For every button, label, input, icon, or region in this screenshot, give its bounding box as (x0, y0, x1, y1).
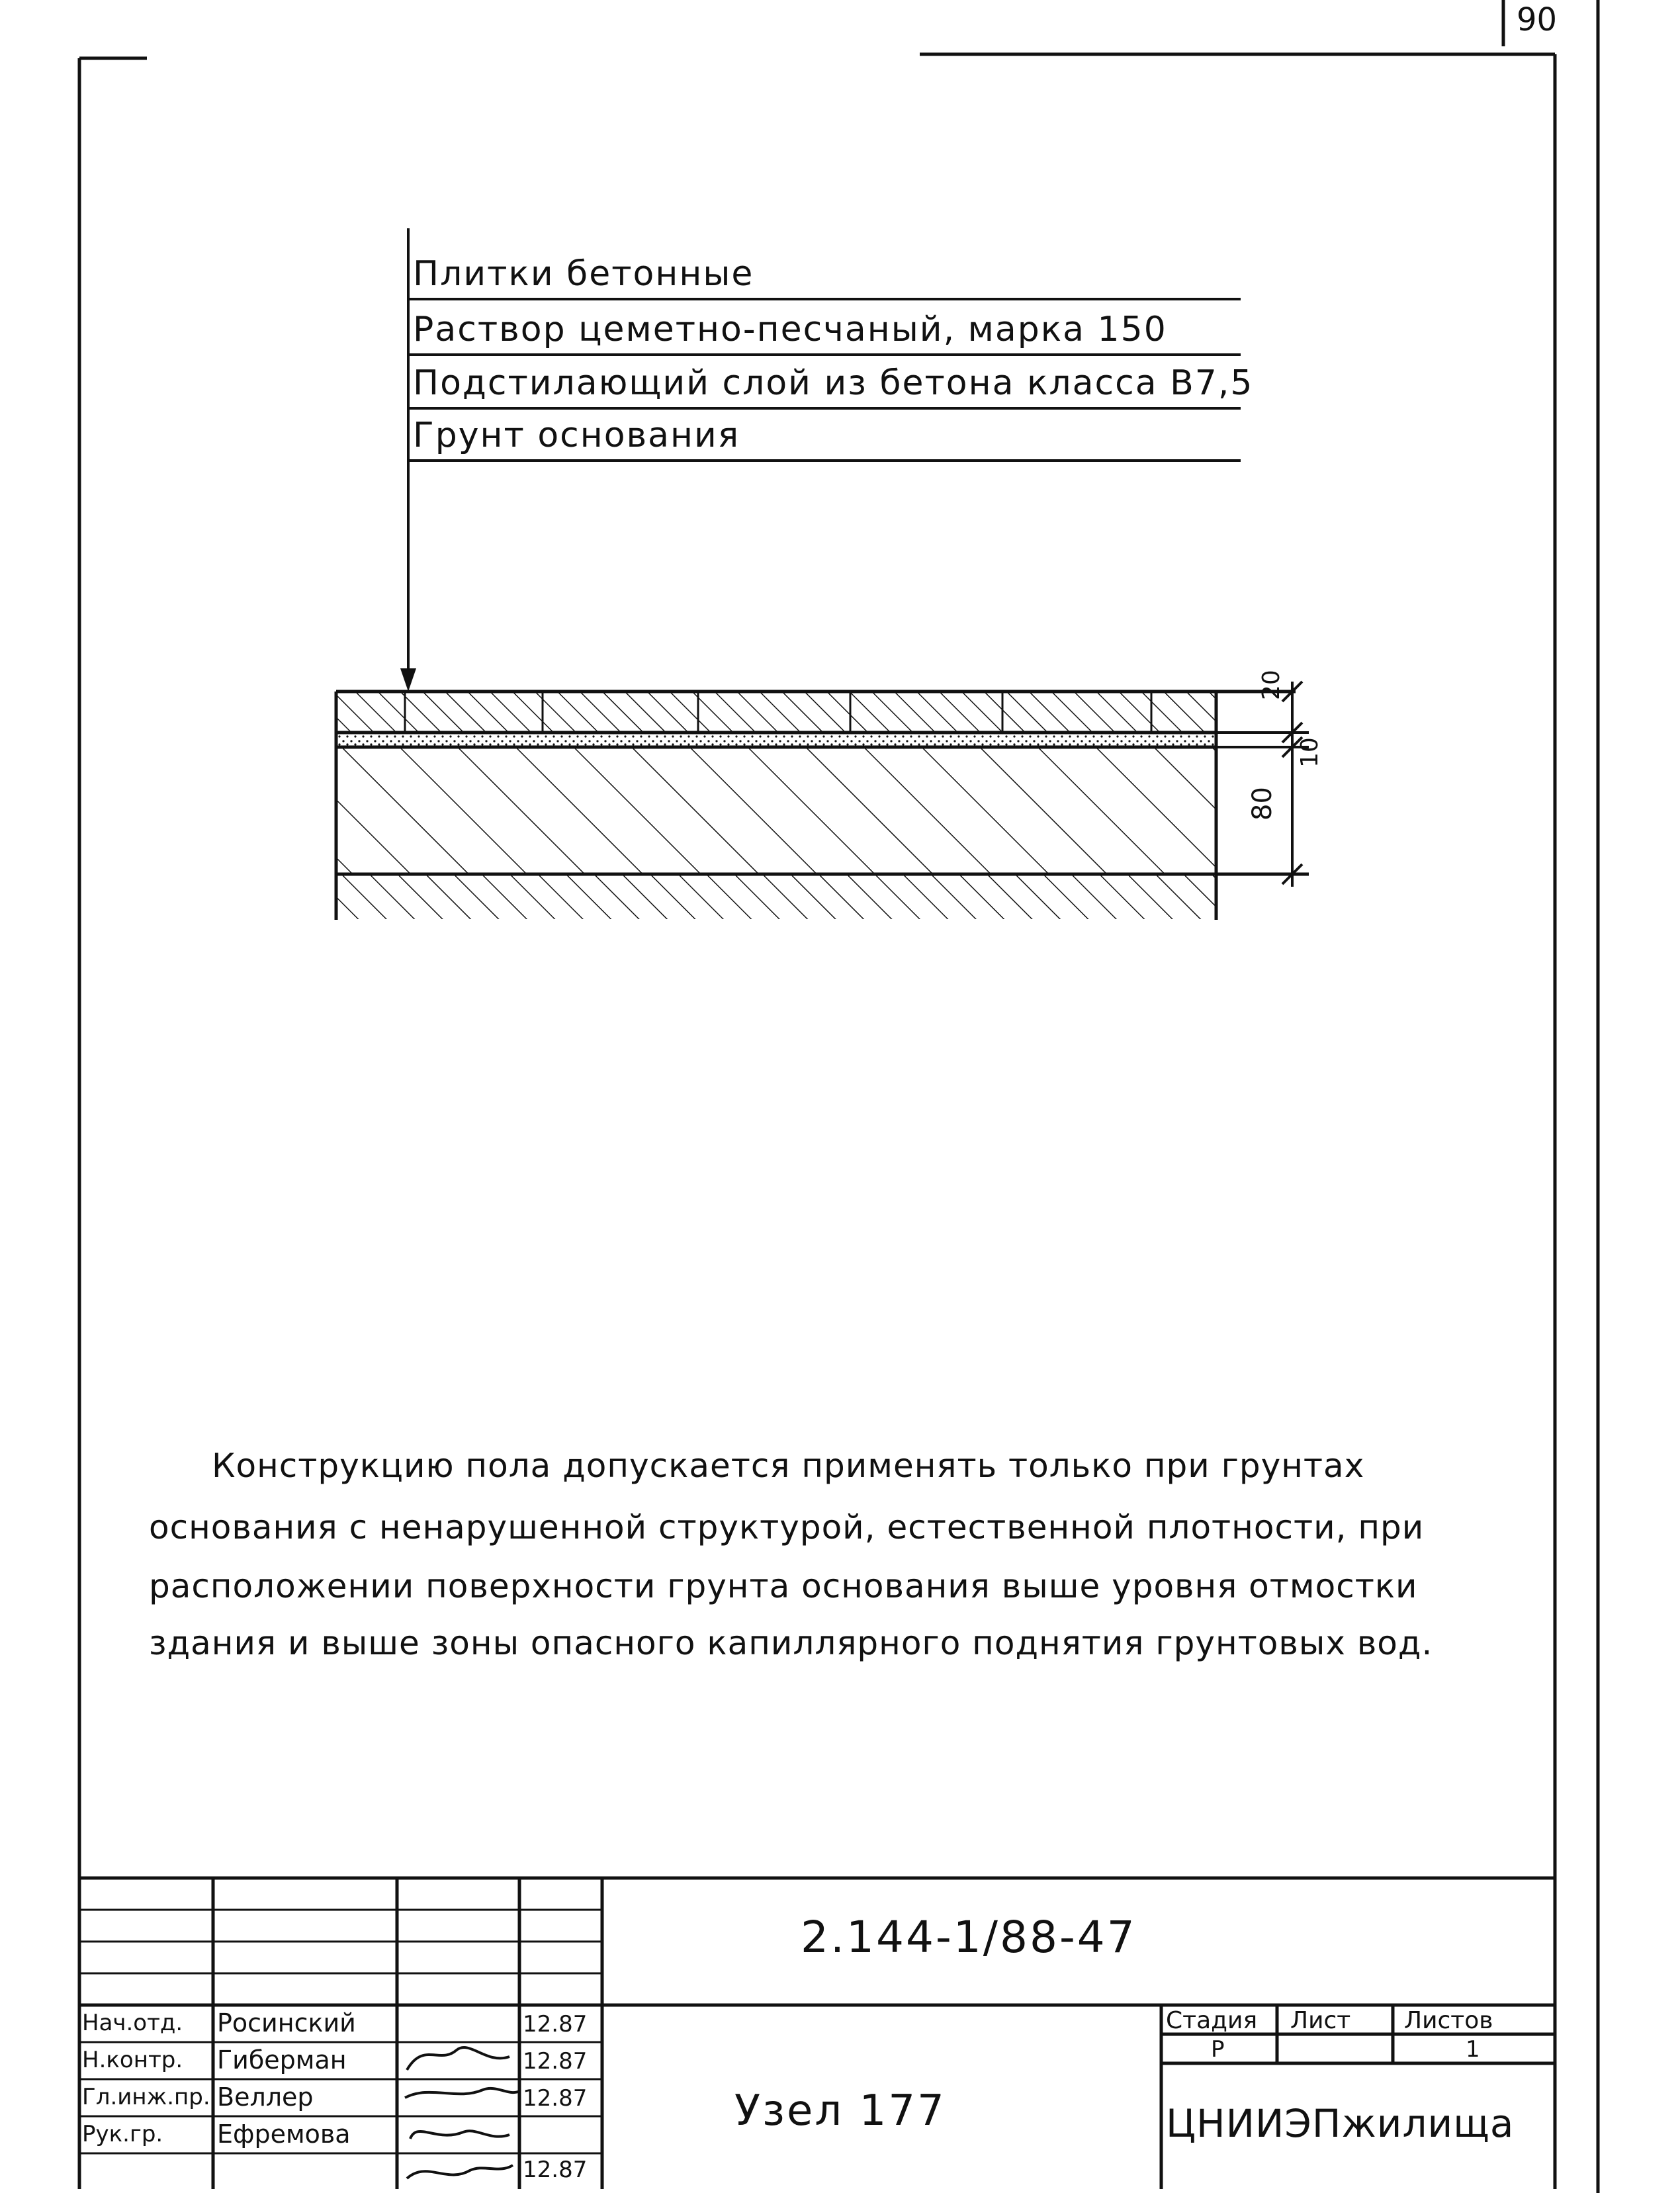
sheets-value: 1 (1466, 2036, 1480, 2063)
sig-role-2: Н.контр. (82, 2047, 183, 2073)
note-line-4: здания и выше зоны опасного капиллярного поднятия грунтовых вод. (149, 1624, 1433, 1662)
sheets-header: Листов (1404, 2007, 1493, 2034)
layer-label-soil: Грунт основания (413, 416, 740, 455)
sig-name-4: Ефремова (217, 2120, 351, 2149)
sig-date-4: 12.87 (523, 2157, 588, 2183)
sig-name-3: Веллер (217, 2082, 314, 2112)
stage-value: Р (1211, 2036, 1225, 2063)
node-title: Узел 177 (734, 2086, 946, 2135)
sig-role-4: Рук.гр. (82, 2121, 163, 2147)
sig-name-1: Росинский (217, 2008, 356, 2037)
sig-name-2: Гиберман (217, 2045, 347, 2075)
dim-concrete: 80 (1247, 787, 1278, 821)
signature-1 (407, 2047, 509, 2070)
mortar-layer (336, 733, 1216, 747)
stage-header: Стадия (1166, 2007, 1258, 2034)
floor-section (336, 692, 1309, 920)
sig-role-1: Нач.отд. (82, 2010, 183, 2036)
page-number: 90 (1517, 1, 1558, 38)
soil-layer (336, 874, 1216, 919)
layer-label-concrete: Подстилающий слой из бетона класса В7,5 (413, 363, 1254, 403)
dim-tile: 20 (1258, 670, 1285, 700)
layer-label-tiles: Плитки бетонные (413, 254, 754, 294)
sheet-header: Лист (1290, 2007, 1351, 2034)
organization-name: ЦНИИЭПжилища (1166, 2101, 1515, 2146)
signature-3 (410, 2131, 509, 2139)
layer-leader (400, 228, 1241, 692)
note-line-3: расположении поверхности грунта основания выше уровня отмостки (149, 1567, 1418, 1605)
signature-4 (407, 2165, 513, 2178)
sig-role-3: Гл.инж.пр. (82, 2084, 210, 2110)
sig-date-2: 12.87 (523, 2048, 588, 2075)
concrete-layer (336, 747, 1216, 874)
note-line-1: Конструкцию пола допускается применять только при грунтах (212, 1447, 1365, 1485)
sig-date-1: 12.87 (523, 2011, 588, 2037)
note-line-2: основания с ненарушенной структурой, естественной плотности, при (149, 1508, 1425, 1546)
signature-2 (405, 2088, 519, 2098)
dimension-line (1216, 682, 1309, 887)
dim-mortar: 10 (1296, 737, 1323, 768)
document-code: 2.144-1/88-47 (801, 1912, 1137, 1963)
sig-date-3: 12.87 (523, 2085, 588, 2112)
tile-layer (336, 692, 1216, 733)
layer-label-mortar: Раствор цеметно-песчаный, марка 150 (413, 310, 1167, 349)
signatures (405, 2047, 519, 2178)
